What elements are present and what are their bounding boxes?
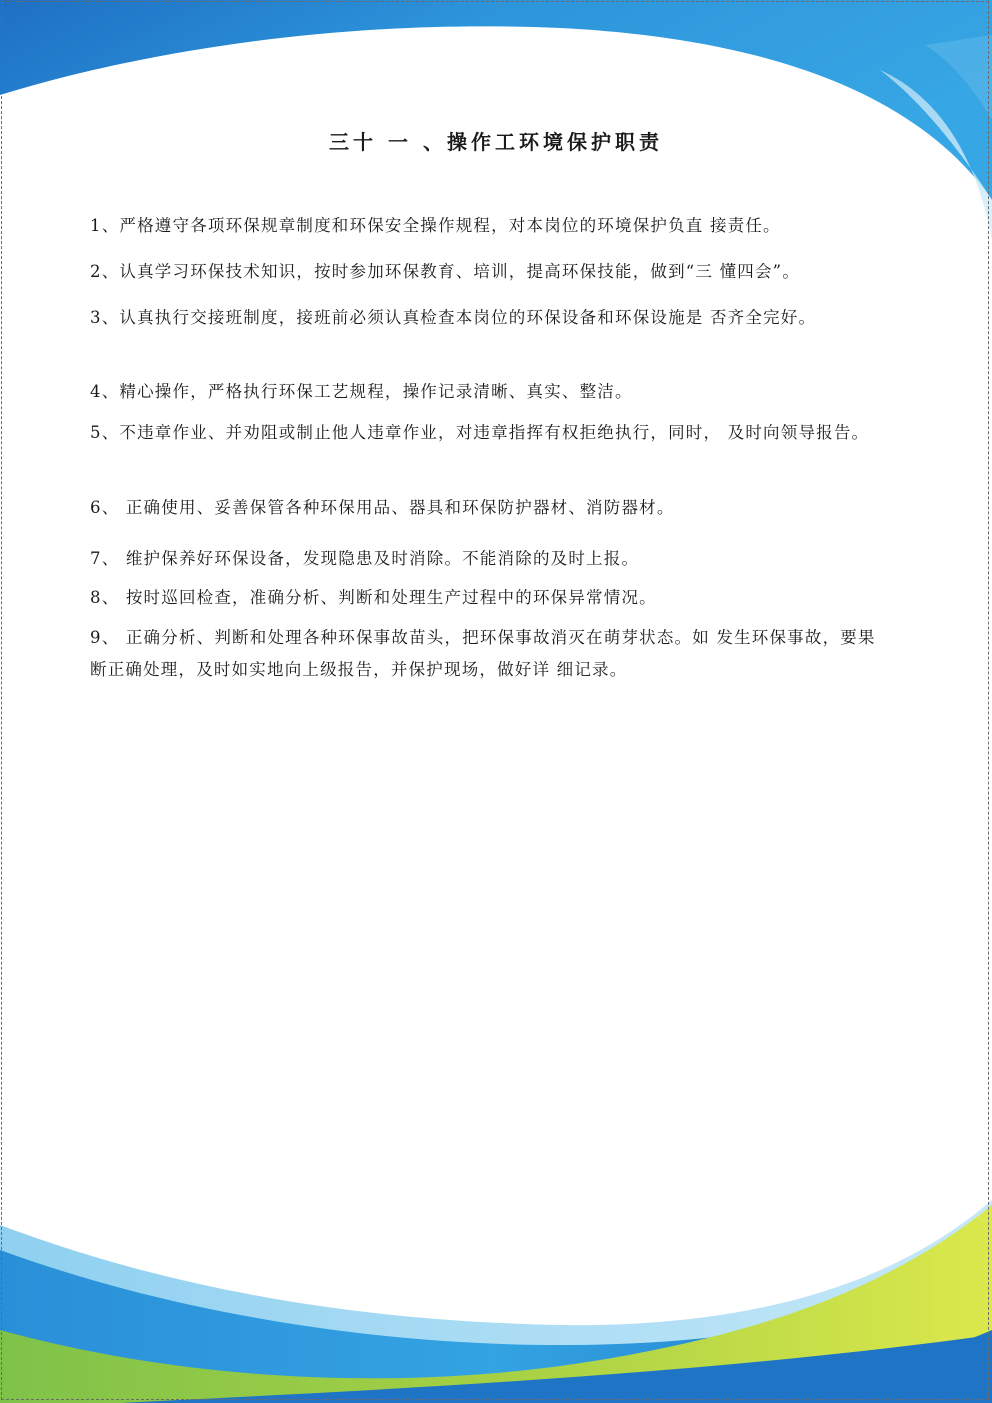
- list-item: 9、 正确分析、判断和处理各种环保事故苗头，把环保事故消灭在萌芽状态。如 发生环保事故，要果断正确处理，及时如实地向上级报告，并保护现场，做好详 细记录。: [90, 628, 876, 679]
- list-item: 7、 维护保养好环保设备，发现隐患及时消除。不能消除的及时上报。: [90, 549, 640, 568]
- list-item: 2、认真学习环保技术知识，按时参加环保教育、培训，提高环保技能，做到“三 懂四会”。: [90, 262, 801, 281]
- list-item: 1、严格遵守各项环保规章制度和环保安全操作规程，对本岗位的环境保护负直 接责任。: [90, 216, 781, 235]
- list-item: 4、精心操作，严格执行环保工艺规程，操作记录清晰、真实、整洁。: [90, 382, 633, 401]
- top-wave: [0, 0, 992, 200]
- list-item: 6、 正确使用、妥善保管各种环保用品、器具和环保防护器材、消防器材。: [90, 498, 675, 517]
- list-item: 3、认真执行交接班制度，接班前必须认真检查本岗位的环保设备和环保设施是 否齐全完好。: [90, 308, 817, 327]
- page-title: 三十 一 、操作工环境保护职责: [329, 130, 663, 154]
- list-item: 5、不违章作业、并劝阻或制止他人违章作业，对违章指挥有权拒绝执行，同时， 及时向领导报告。: [90, 423, 870, 442]
- list-item: 8、 按时巡回检查，准确分析、判断和处理生产过程中的环保异常情况。: [90, 588, 657, 607]
